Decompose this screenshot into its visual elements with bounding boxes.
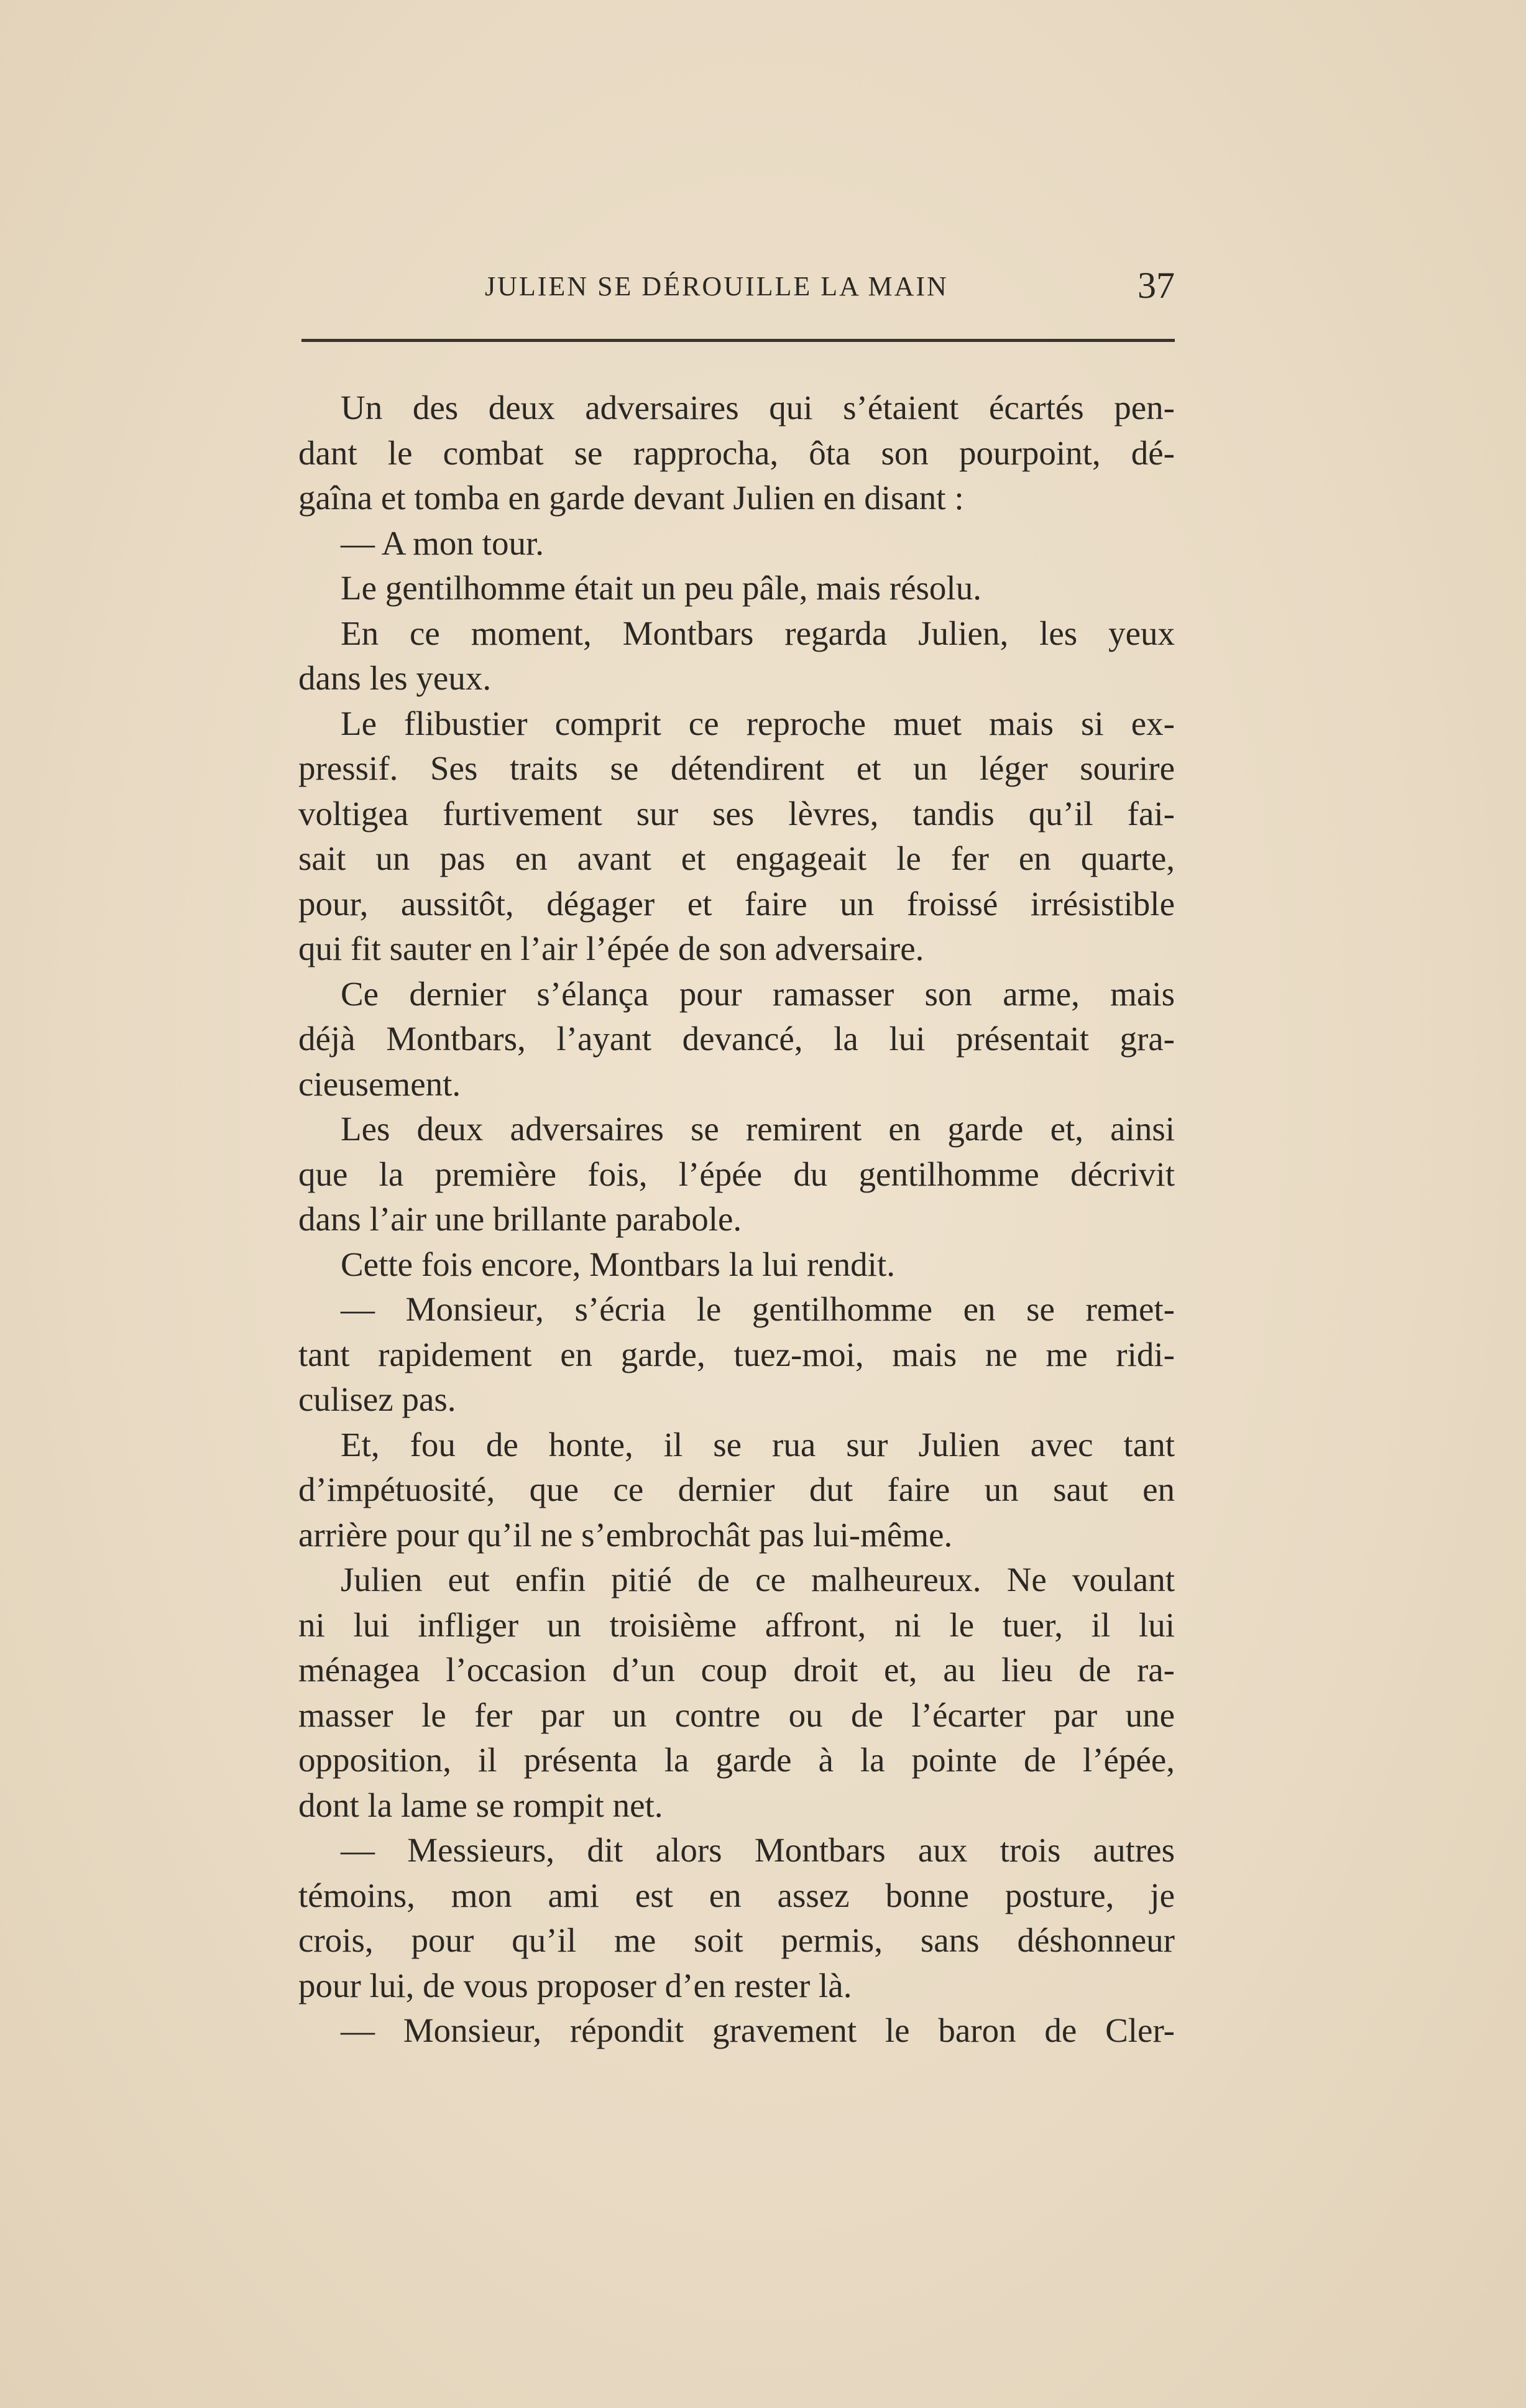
text-line: pour lui, de vous proposer d’en rester là.: [298, 1966, 852, 2004]
text-line: Le gentilhomme était un peu pâle, mais résolu.: [341, 569, 981, 607]
text-line: d’impétuosité, que ce dernier dut faire un saut en: [298, 1470, 1175, 1508]
text-line: voltigea furtivement sur ses lèvres, tandis qu’il fai-: [298, 794, 1175, 833]
text-line: En ce moment, Montbars regarda Julien, les yeux: [341, 614, 1175, 652]
text-line: ni lui infliger un troisième affront, ni le tuer, il lui: [298, 1605, 1175, 1644]
text-line: pour, aussitôt, dégager et faire un froissé irrésistible: [298, 884, 1175, 923]
text-line: Julien eut enfin pitié de ce malheureux. Ne voulant: [341, 1561, 1175, 1598]
page-header: [298, 264, 1175, 314]
text-line: ménagea l’occasion d’un coup droit et, au lieu de ra-: [298, 1651, 1175, 1689]
text-line: Les deux adversaires se remirent en garde et, ainsi: [341, 1110, 1175, 1148]
text-line: cieusement.: [298, 1064, 461, 1103]
text-line: gaîna et tomba en garde devant Julien en disant :: [298, 479, 964, 517]
text-line: arrière pour qu’il ne s’embrochât pas lui-même.: [298, 1515, 953, 1554]
text-line: déjà Montbars, l’ayant devancé, la lui présentait gra-: [298, 1020, 1175, 1058]
page-number: 37: [1138, 265, 1175, 306]
text-line: — Monsieur, répondit gravement le baron de Cler-: [341, 2011, 1175, 2049]
text-line: dans les yeux.: [298, 659, 492, 697]
text-line: culisez pas.: [298, 1380, 456, 1418]
text-line: dans l’air une brillante parabole.: [298, 1200, 742, 1238]
text-line: crois, pour qu’il me soit permis, sans déshonneur: [298, 1921, 1175, 1959]
text-line: opposition, il présenta la garde à la pointe de l’épée,: [298, 1741, 1175, 1779]
text-line: — Messieurs, dit alors Montbars aux trois autres: [341, 1831, 1175, 1869]
text-line: masser le fer par un contre ou de l’écarter par une: [298, 1695, 1175, 1734]
text-line: dont la lame se rompit net.: [298, 1786, 663, 1824]
body-text: [298, 385, 1175, 2054]
text-line: dant le combat se rapprocha, ôta son pourpoint, dé-: [298, 433, 1175, 472]
running-title: JULIEN SE DÉROUILLE LA MAIN: [485, 271, 949, 302]
header-rule: [301, 339, 1175, 342]
text-line: Cette fois encore, Montbars la lui rendit.: [341, 1245, 895, 1283]
text-line: témoins, mon ami est en assez bonne posture, je: [298, 1876, 1175, 1914]
text-line: tant rapidement en garde, tuez-moi, mais ne me ridi-: [298, 1335, 1175, 1373]
text-line: sait un pas en avant et engageait le fer en quarte,: [298, 839, 1175, 877]
text-line: Un des deux adversaires qui s’étaient écartés pen-: [341, 389, 1175, 427]
text-line: — Monsieur, s’écria le gentilhomme en se remet-: [341, 1290, 1175, 1328]
text-line: Le flibustier comprit ce reproche muet mais si ex-: [341, 704, 1175, 742]
text-line: Ce dernier s’élança pour ramasser son arme, mais: [341, 974, 1175, 1013]
text-line: Et, fou de honte, il se rua sur Julien avec tant: [341, 1425, 1175, 1464]
text-line: qui fit sauter en l’air l’épée de son adversaire.: [298, 930, 924, 967]
text-line: que la première fois, l’épée du gentilhomme décrivit: [298, 1155, 1175, 1193]
text-line: pressif. Ses traits se détendirent et un léger sourire: [298, 749, 1175, 787]
text-line: — A mon tour.: [341, 524, 544, 562]
